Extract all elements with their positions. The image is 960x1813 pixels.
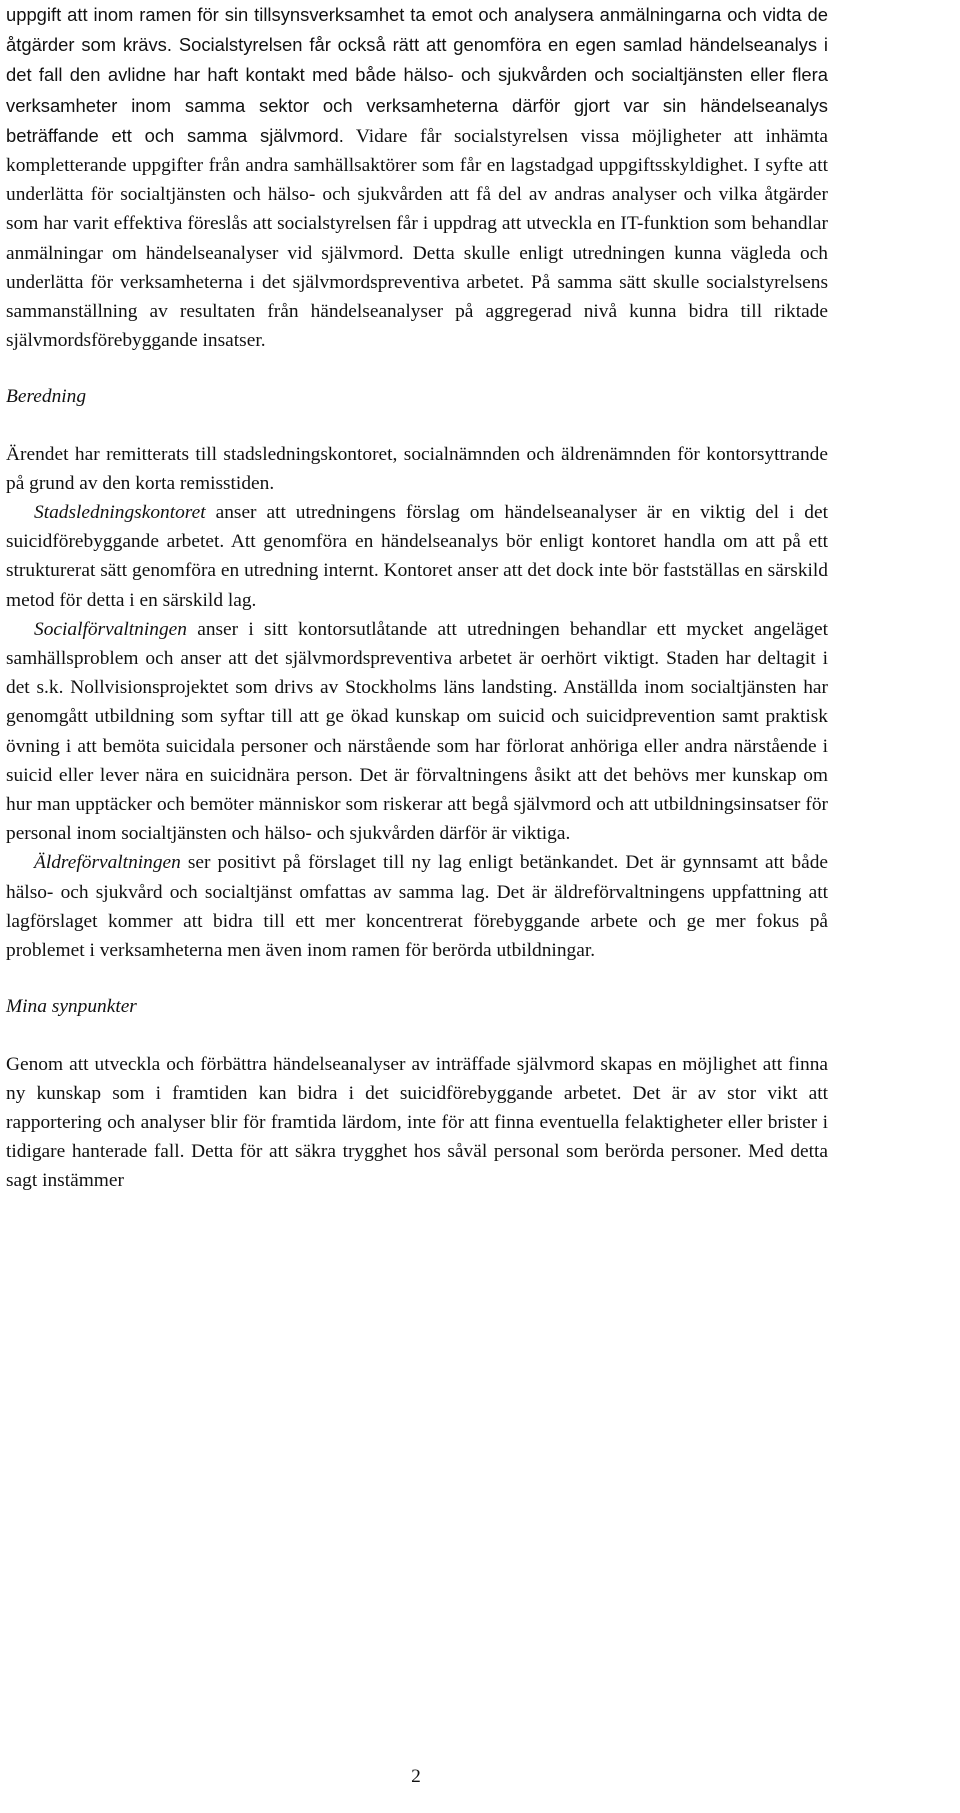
beredning-paragraph-2-text: anser att utredningens förslag om händelseanalyser är en viktig del i det suicidförebyggande arbetet. Att genomföra en händelseanalys bör enligt kontoret handla om att på ett strukturerat sätt genomföra en utredning internt. Kontoret anser att det dock inte bör fastställas en särskild metod för detta i en särskild lag. — [6, 502, 828, 611]
beredning-paragraph-2 — [6, 498, 828, 615]
intro-paragraph — [6, 0, 828, 355]
section-heading-mina-synpunkter: Mina synpunkter — [6, 996, 137, 1018]
beredning-paragraph-1: Ärendet har remitterats till stadsledningskontoret, socialnämnden och äldrenämnden för kontorsyttrande på grund av den korta remisstiden. — [6, 443, 828, 494]
beredning-paragraph-4 — [6, 848, 828, 965]
page-number: 2 — [411, 1766, 421, 1787]
document-page — [6, 0, 828, 1196]
socialforvaltningen-label: Socialförvaltningen — [34, 618, 187, 640]
synpunkter-paragraph-1: Genom att utveckla och förbättra händelseanalyser av inträffade självmord skapas en möjlighet att finna ny kunskap som i framtiden kan bidra i det suicidförebyggande arbetet. Det är av stor vikt att rapportering och analyser blir för framtida lärdom, inte för att finna eventuella felaktigheter eller brister i tidigare hanterade fall. Detta för att säkra trygghet hos såväl personal som berörda personer. Med detta sagt instämmer — [6, 1053, 828, 1192]
beredning-paragraph-3 — [6, 615, 828, 849]
beredning-paragraph-4-text: ser positivt på förslaget till ny lag enligt betänkandet. Det är gynnsamt att både hälso- och sjukvård och socialtjänst omfattas av samma lag. Det är äldreförvaltningens uppfattning att lagförslaget kommer att bidra till ett mer koncentrerat förebyggande arbete och ge mer fokus på problemet i verksamheterna men även inom ramen för berörda utbildningar. — [6, 852, 828, 962]
aldreforvaltningen-label: Äldreförvaltningen — [34, 852, 181, 874]
intro-sans-text: uppgift att inom ramen för sin tillsynsverksamhet ta emot och analysera anmälningarna och vidta de åtgärder som krävs. Socialstyrelsen får också rätt att genomföra en egen samlad händelseanalys i det fall den avlidne har haft kontakt med både hälso- och sjukvården och socialtjänsten eller flera verksamheter inom samma sektor och verksamheterna därför gjort var sin händelseanalys beträffande ett och samma självmord. — [6, 4, 828, 146]
section-heading-beredning: Beredning — [6, 386, 87, 408]
stadsledningskontoret-label: Stadsledningskontoret — [34, 502, 206, 524]
beredning-paragraph-3-text: anser i sitt kontorsutlåtande att utredningen behandlar ett mycket angeläget samhällsproblem och anser att det självmordspreventiva arbetet är oerhört viktigt. Staden har deltagit i det s.k. Nollvisionsprojektet som drivs av Stockholms läns landsting. Anställda inom socialtjänsten har genomgått utbildning som syftar till att ge ökad kunskap om suicid och suicidprevention samt praktisk övning i att bemöta suicidala personer och närstående som har förlorat anhöriga eller andra närstående i suicid eller lever nära en suicidnära person. Det är förvaltningens åsikt att det behövs mer kunskap om hur man upptäcker och bemöter människor som riskerar att begå självmord och att utbildningsinsatser för personal inom socialtjänsten och hälso- och sjukvården därför är viktiga. — [6, 618, 828, 845]
intro-serif-text: Vidare får socialstyrelsen vissa möjligheter att inhämta kompletterande uppgifter från andra samhällsaktörer som får en lagstadgad uppgiftsskyldighet. I syfte att underlätta för socialtjänsten och hälso- och sjukvården att få del av andras analyser och vilka åtgärder som har varit effektiva föreslås att socialstyrelsen får i uppdrag att utveckla en IT-funktion som behandlar anmälningar om händelseanalyser vid självmord. Detta skulle enligt utredningen kunna vägleda och underlätta för verksamheterna i det självmordspreventiva arbetet. På samma sätt skulle socialstyrelsens sammanställning av resultaten från händelseanalyser på aggregerad nivå kunna bidra till riktade självmordsförebyggande insatser. — [6, 125, 828, 352]
